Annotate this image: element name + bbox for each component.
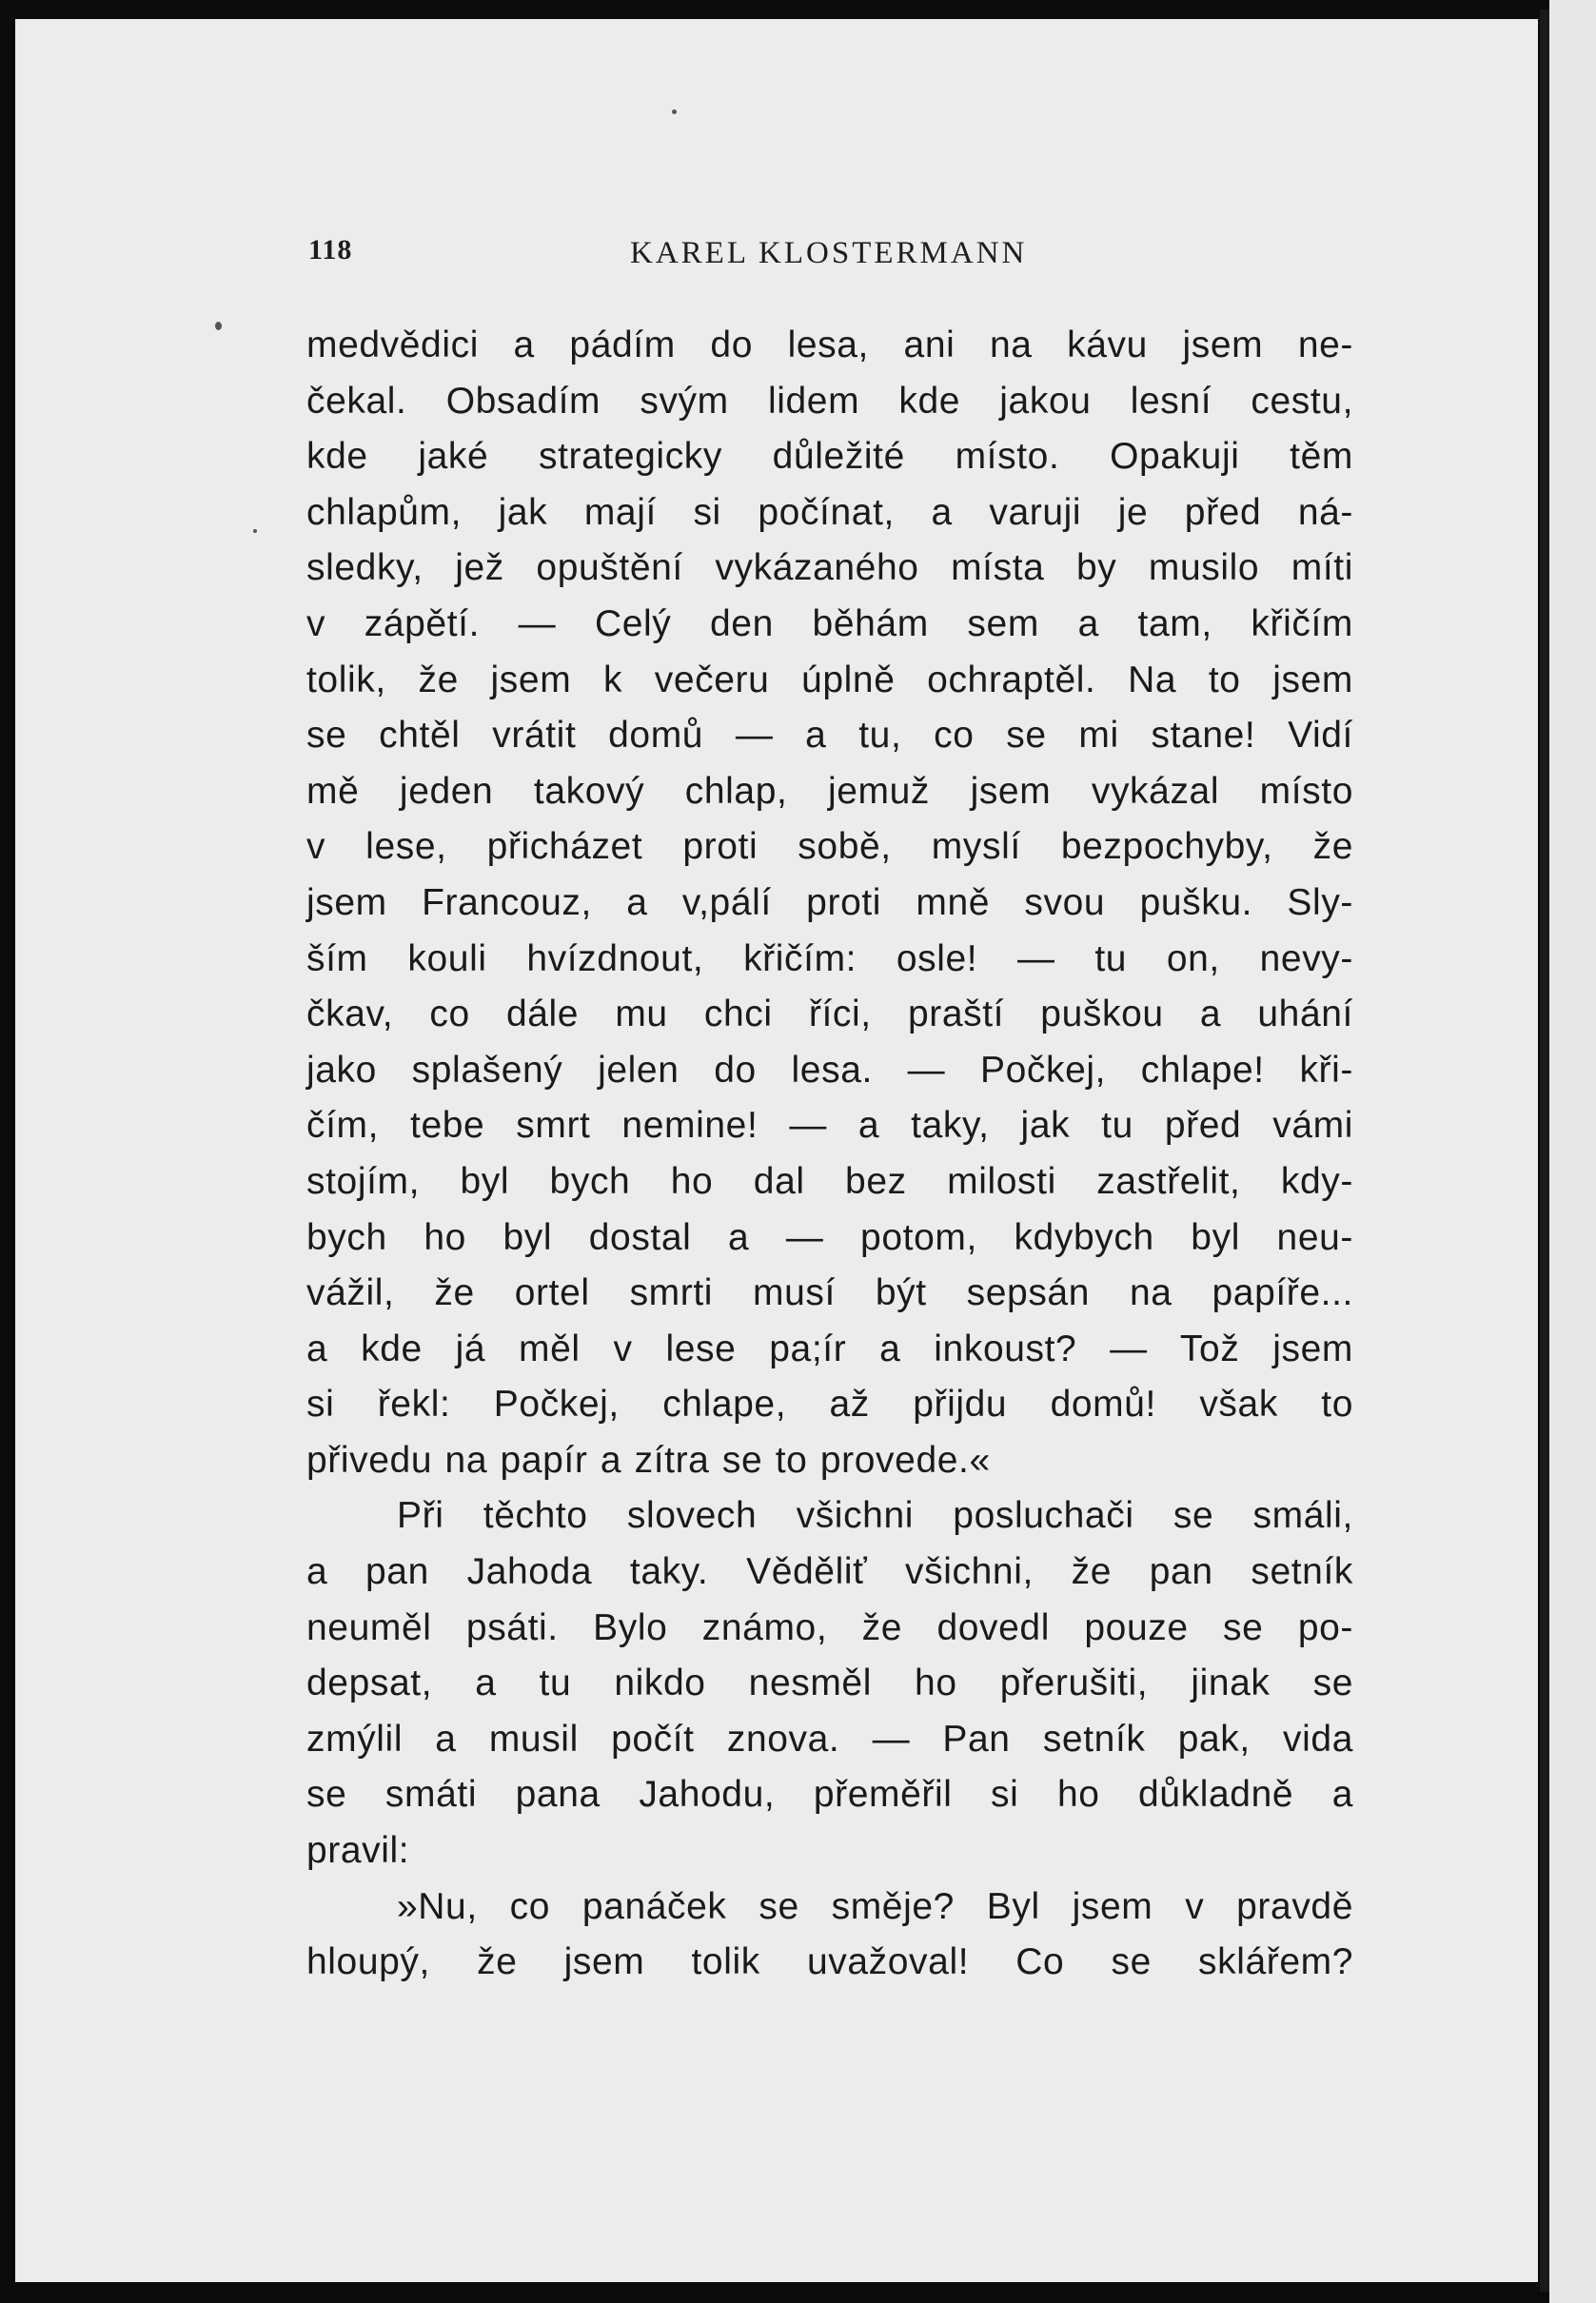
text-line: se chtěl vrátit domů — a tu, co se mi stane! Vidí	[306, 715, 1353, 757]
text-line: a kde já měl v lese pa;ír a inkoust? — Tož jsem	[306, 1328, 1353, 1369]
dust-speck	[672, 109, 677, 114]
text-line: medvědici a pádím do lesa, ani na kávu jsem ne-	[306, 325, 1353, 365]
text-line: zmýlil a musil počít znova. — Pan setník pak, vida	[306, 1718, 1353, 1760]
text-line: ším kouli hvízdnout, křičím: osle! — tu on, nevy-	[306, 937, 1353, 979]
text-line: neuměl psáti. Bylo známo, že dovedl pouze se po-	[306, 1606, 1353, 1648]
text-line: kde jaké strategicky důležité místo. Opakuji těm	[306, 436, 1353, 478]
text-line: vážil, že ortel smrti musí být sepsán na papíře...	[306, 1272, 1353, 1314]
dust-speck	[253, 529, 257, 533]
text-line-paragraph-start: Při těchto slovech všichni posluchači se smáli,	[397, 1495, 1353, 1537]
author-running-title: KAREL KLOSTERMANN	[630, 236, 1028, 270]
text-line: se smáti pana Jahodu, přeměřil si ho důkladně a	[306, 1774, 1353, 1816]
scan-edge	[1549, 0, 1596, 2303]
text-line: sledky, jež opuštění vykázaného místa by musilo míti	[306, 547, 1353, 589]
text-line: čekal. Obsadím svým lidem kde jakou lesní cestu,	[306, 380, 1353, 422]
text-line: v zápětí. — Celý den běhám sem a tam, křičím	[306, 602, 1353, 644]
text-line: jako splašený jelen do lesa. — Počkej, chlape! kři-	[306, 1049, 1353, 1091]
text-line: čím, tebe smrt nemine! — a taky, jak tu před vámi	[306, 1105, 1353, 1147]
dust-speck	[215, 322, 222, 330]
text-line: a pan Jahoda taky. Věděliť všichni, že pan setník	[306, 1551, 1353, 1593]
text-line-paragraph-end: přivedu na papír a zítra se to provede.«	[306, 1439, 991, 1481]
text-line: v lese, přicházet proti sobě, myslí bezpochyby, že	[306, 826, 1353, 868]
running-head	[295, 234, 1342, 272]
text-line: chlapům, jak mají si počínat, a varuji je před ná-	[306, 491, 1353, 533]
text-line: si řekl: Počkej, chlape, až přijdu domů! však to	[306, 1384, 1353, 1426]
page-number: 118	[308, 234, 353, 266]
text-line: mě jeden takový chlap, jemuž jsem vykázal místo	[306, 770, 1353, 812]
text-line: bych ho byl dostal a — potom, kdybych byl neu-	[306, 1216, 1353, 1258]
text-line: tolik, že jsem k večeru úplně ochraptěl. Na to jsem	[306, 659, 1353, 700]
text-line: hloupý, že jsem tolik uvažoval! Co se sklářem?	[306, 1941, 1353, 1983]
text-line-paragraph-start: »Nu, co panáček se směje? Byl jsem v pravdě	[397, 1885, 1353, 1927]
text-line: jsem Francouz, a v,pálí proti mně svou pušku. Sly-	[306, 881, 1353, 923]
text-line-paragraph-end: pravil:	[306, 1830, 410, 1872]
body-text	[306, 318, 1353, 1991]
text-line: čkav, co dále mu chci říci, praští puškou a uhání	[306, 994, 1353, 1035]
book-binding-edge	[1540, 10, 1549, 2292]
text-line: depsat, a tu nikdo nesměl ho přerušiti, jinak se	[306, 1663, 1353, 1704]
text-line: stojím, byl bych ho dal bez milosti zastřelit, kdy-	[306, 1160, 1353, 1202]
